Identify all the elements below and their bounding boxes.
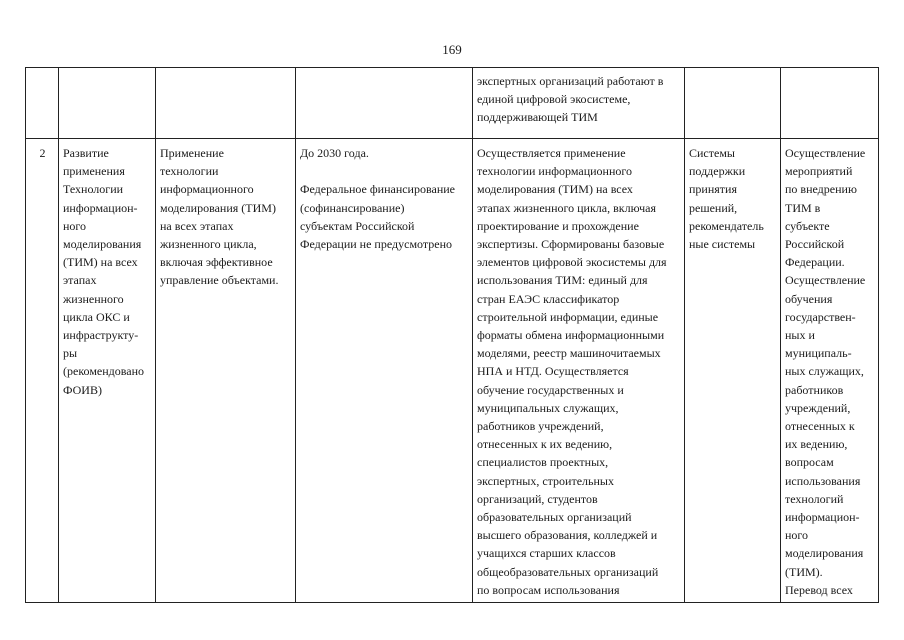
cell-goal — [156, 68, 296, 139]
text-line: моделирования (ТИМ) — [160, 200, 276, 215]
text-line: специалистов проектных, — [477, 455, 609, 470]
text-line: моделирования — [785, 546, 864, 561]
text-line: принятия — [689, 182, 737, 197]
text-line: использования ТИМ: единый для — [477, 273, 648, 288]
text-line: обучение государственных и — [477, 382, 624, 397]
table-row — [26, 139, 879, 603]
cell-number — [26, 68, 59, 139]
text-line: ные системы — [689, 237, 756, 252]
text-line: учреждений, — [785, 400, 851, 415]
text-line: ных и — [785, 328, 815, 343]
cell-measures — [781, 139, 879, 603]
text-line: вопросам — [785, 455, 834, 470]
text-line: цикла ОКС и — [63, 309, 130, 324]
text-line: работников учреждений, — [477, 419, 604, 434]
text-line: ТИМ в — [785, 200, 821, 215]
text-line: (ТИМ) на всех — [63, 255, 138, 270]
text-line: этапах — [63, 273, 97, 288]
text-line: инфраструкту- — [63, 328, 139, 343]
text-line: Осуществление — [785, 273, 866, 288]
text-line: ных служащих, — [785, 364, 864, 379]
paragraph-gap — [300, 162, 469, 180]
text-line: жизненного цикла, — [160, 237, 257, 252]
text-line: применения — [63, 164, 125, 179]
text-line: стран ЕАЭС классификатор — [477, 291, 620, 306]
page-number: 169 — [442, 42, 462, 57]
table-row-continuation — [26, 68, 879, 139]
text-line: Федерации. — [785, 255, 845, 270]
text-line: элементов цифровой экосистемы для — [477, 255, 667, 270]
text-line: учащихся старших классов — [477, 546, 616, 561]
text-line: Российской — [785, 237, 845, 252]
text-line: НПА и НТД. Осуществляется — [477, 364, 629, 379]
text-line: Применение — [160, 146, 224, 160]
text-line: (рекомендовано — [63, 364, 145, 379]
text-line: работников — [785, 382, 844, 397]
text-line: экспертных, строительных — [477, 473, 614, 488]
text-line: форматы обмена информационными — [477, 328, 665, 343]
cell-timeline — [296, 139, 473, 603]
text-line: муниципаль- — [785, 346, 852, 361]
cell-systems — [685, 139, 781, 603]
text-line: решений, — [689, 200, 738, 215]
text-line: информационного — [160, 182, 254, 197]
text-line: образовательных организаций — [477, 510, 632, 525]
text-line: поддержки — [689, 164, 746, 179]
text-line: субъекте — [785, 218, 830, 233]
text-line: технологий — [785, 491, 844, 506]
cell-timeline — [296, 68, 473, 139]
cell-direction — [59, 139, 156, 603]
text-line: единой цифровой экосистеме, — [477, 92, 631, 107]
text-line: Федеральное финансирование — [300, 182, 455, 197]
text-line: информацион- — [63, 200, 138, 215]
text-line: (ТИМ). — [785, 564, 823, 579]
text-line: муниципальных служащих, — [477, 400, 619, 415]
text-line: Развитие — [63, 146, 109, 160]
text-line: ного — [785, 528, 809, 543]
text-line: Технологии — [63, 182, 124, 197]
measures-table — [25, 67, 879, 603]
text-line: Федерации не предусмотрено — [300, 237, 453, 251]
text-line: управление объектами. — [160, 273, 279, 288]
text-line: субъектам Российской — [300, 218, 415, 233]
text-line: проектирование и прохождение — [477, 218, 639, 233]
text-line: отнесенных к — [785, 419, 855, 434]
text-line: общеобразовательных организаций — [477, 564, 659, 579]
text-line: Системы — [689, 146, 735, 160]
text-line: ного — [63, 218, 87, 233]
text-line: ФОИВ) — [63, 382, 102, 397]
text-line: ры — [63, 346, 78, 361]
text-line: моделями, реестр машиночитаемых — [477, 346, 661, 361]
text-line: технологии информационного — [477, 164, 633, 179]
cell-goal — [156, 139, 296, 603]
cell-direction — [59, 68, 156, 139]
text-line: включая эффективное — [160, 255, 273, 270]
text-line: строительной информации, единые — [477, 309, 659, 324]
text-line: экспертизы. Сформированы базовые — [477, 237, 665, 252]
text-line: высшего образования, колледжей и — [477, 528, 658, 543]
text-line: организаций, студентов — [477, 491, 598, 506]
row-number: 2 — [39, 146, 46, 160]
text-line: на всех этапах — [160, 218, 234, 233]
text-line: рекомендатель — [689, 218, 764, 233]
text-line: по внедрению — [785, 182, 857, 197]
text-line: этапах жизненного цикла, включая — [477, 200, 656, 215]
text-line: технологии — [160, 164, 219, 179]
cell-status — [473, 139, 685, 603]
text-line: Осуществляется применение — [477, 146, 626, 160]
text-line: использования — [785, 473, 861, 488]
text-line: информацион- — [785, 510, 860, 525]
text-line: их ведению, — [785, 437, 848, 452]
text-line: по вопросам использования — [477, 582, 620, 597]
text-line: Перевод всех — [785, 582, 853, 597]
text-line: мероприятий — [785, 164, 853, 179]
timeline-text: До 2030 года. — [300, 146, 369, 160]
text-line: экспертных организаций работают в — [477, 74, 664, 88]
text-line: отнесенных к их ведению, — [477, 437, 613, 452]
cell-number — [26, 139, 59, 603]
text-line: государствен- — [785, 309, 856, 324]
text-line: жизненного — [63, 291, 124, 306]
cell-systems — [685, 68, 781, 139]
text-line: поддерживающей ТИМ — [477, 110, 598, 125]
text-line: (софинансирование) — [300, 200, 405, 215]
cell-measures — [781, 68, 879, 139]
text-line: обучения — [785, 291, 833, 306]
cell-status — [473, 68, 685, 139]
text-line: Осуществление — [785, 146, 866, 160]
text-line: моделирования (ТИМ) на всех — [477, 182, 633, 197]
text-line: моделирования — [63, 237, 142, 252]
